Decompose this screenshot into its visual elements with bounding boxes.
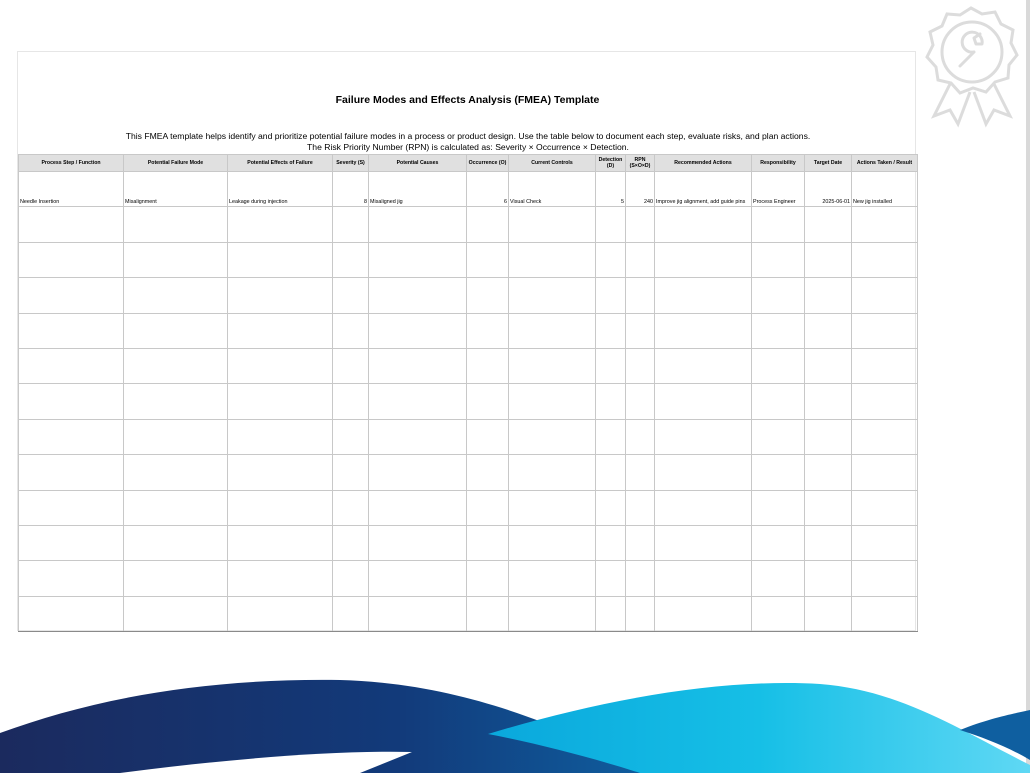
table-row xyxy=(19,419,918,454)
table-cell[interactable] xyxy=(369,419,467,454)
table-cell[interactable] xyxy=(228,384,333,419)
table-cell[interactable] xyxy=(852,525,918,560)
table-cell[interactable] xyxy=(228,207,333,242)
table-cell[interactable] xyxy=(369,525,467,560)
table-cell[interactable] xyxy=(596,242,626,277)
table-cell[interactable] xyxy=(467,348,509,383)
table-cell[interactable] xyxy=(655,525,752,560)
table-cell[interactable] xyxy=(596,348,626,383)
table-cell[interactable] xyxy=(596,419,626,454)
table-cell[interactable] xyxy=(333,207,369,242)
table-cell[interactable] xyxy=(805,278,852,313)
table-cell[interactable] xyxy=(124,384,228,419)
table-cell[interactable] xyxy=(852,419,918,454)
table-cell[interactable] xyxy=(596,561,626,596)
table-cell[interactable] xyxy=(852,596,918,631)
table-cell[interactable] xyxy=(369,561,467,596)
table-row xyxy=(19,455,918,490)
table-cell[interactable] xyxy=(124,348,228,383)
table-cell[interactable] xyxy=(333,242,369,277)
table-row xyxy=(19,596,918,631)
table-cell[interactable] xyxy=(333,490,369,525)
table-cell[interactable] xyxy=(228,278,333,313)
table-cell[interactable] xyxy=(228,419,333,454)
table-cell[interactable] xyxy=(228,455,333,490)
table-cell[interactable] xyxy=(333,561,369,596)
table-cell[interactable]: New jig installed xyxy=(852,172,918,207)
table-cell[interactable] xyxy=(19,348,124,383)
table-cell[interactable] xyxy=(19,207,124,242)
table-cell[interactable] xyxy=(752,207,805,242)
table-cell[interactable] xyxy=(124,278,228,313)
table-cell[interactable] xyxy=(596,596,626,631)
table-cell[interactable] xyxy=(369,242,467,277)
table-cell[interactable] xyxy=(333,596,369,631)
table-cell[interactable] xyxy=(228,561,333,596)
table-row xyxy=(19,561,918,596)
table-cell[interactable] xyxy=(509,419,596,454)
table-cell[interactable] xyxy=(467,490,509,525)
table-cell[interactable] xyxy=(19,596,124,631)
table-cell[interactable] xyxy=(805,207,852,242)
table-cell[interactable]: 240 xyxy=(626,172,655,207)
table-cell[interactable]: 2025-06-01 xyxy=(805,172,852,207)
table-cell[interactable] xyxy=(124,525,228,560)
table-cell[interactable] xyxy=(124,596,228,631)
table-cell[interactable] xyxy=(752,525,805,560)
table-cell[interactable] xyxy=(509,207,596,242)
table-cell[interactable] xyxy=(752,490,805,525)
table-row xyxy=(19,384,918,419)
table-cell[interactable] xyxy=(467,596,509,631)
table-cell[interactable] xyxy=(467,455,509,490)
table-cell[interactable] xyxy=(626,384,655,419)
table-cell[interactable] xyxy=(509,384,596,419)
table-cell[interactable] xyxy=(333,455,369,490)
table-cell[interactable] xyxy=(467,242,509,277)
table-cell[interactable] xyxy=(124,207,228,242)
table-row xyxy=(19,242,918,277)
table-cell[interactable] xyxy=(752,455,805,490)
table-cell[interactable]: Needle Insertion xyxy=(19,172,124,207)
table-row xyxy=(19,172,918,207)
table-cell[interactable] xyxy=(333,419,369,454)
table-cell[interactable] xyxy=(467,278,509,313)
table-cell[interactable] xyxy=(467,419,509,454)
table-cell[interactable] xyxy=(852,490,918,525)
table-cell[interactable] xyxy=(805,490,852,525)
table-cell[interactable] xyxy=(752,313,805,348)
table-cell[interactable] xyxy=(369,490,467,525)
table-cell[interactable] xyxy=(752,384,805,419)
table-cell[interactable] xyxy=(805,455,852,490)
column-header: Target Date xyxy=(805,155,852,172)
table-cell[interactable] xyxy=(752,596,805,631)
table-cell[interactable] xyxy=(852,561,918,596)
table-cell[interactable] xyxy=(467,525,509,560)
table-cell[interactable]: Improve jig alignment, add guide pins xyxy=(655,172,752,207)
table-row xyxy=(19,313,918,348)
column-header: Recommended Actions xyxy=(655,155,752,172)
table-row xyxy=(19,525,918,560)
table-cell[interactable] xyxy=(626,419,655,454)
column-header: Potential Effects of Failure xyxy=(228,155,333,172)
table-cell[interactable] xyxy=(596,207,626,242)
table-cell[interactable]: Leakage during injection xyxy=(228,172,333,207)
table-cell[interactable]: Process Engineer xyxy=(752,172,805,207)
column-header: Severity (S) xyxy=(333,155,369,172)
fmea-sheet xyxy=(17,51,916,631)
column-header: RPN (S×O×D) xyxy=(626,155,655,172)
table-cell[interactable] xyxy=(596,278,626,313)
table-cell[interactable] xyxy=(369,348,467,383)
column-header: Responsibility xyxy=(752,155,805,172)
table-cell[interactable] xyxy=(333,525,369,560)
table-cell[interactable] xyxy=(852,242,918,277)
table-cell[interactable] xyxy=(124,419,228,454)
table-cell[interactable]: 5 xyxy=(596,172,626,207)
table-cell[interactable] xyxy=(369,384,467,419)
table-cell[interactable] xyxy=(655,419,752,454)
column-header: Occurrence (O) xyxy=(467,155,509,172)
table-cell[interactable] xyxy=(369,207,467,242)
table-cell[interactable] xyxy=(852,455,918,490)
table-row xyxy=(19,348,918,383)
table-cell[interactable] xyxy=(509,313,596,348)
page-description: This FMEA template helps identify and prioritize potential failure modes in a process or product design. Use the table below to document each step, evaluate risks, and plan actions. The Risk Priority Number (RPN) is calculated as: Severity × Occurrence × Detection. xyxy=(125,131,811,152)
table-cell[interactable] xyxy=(19,242,124,277)
table-header-row xyxy=(19,155,918,172)
table-cell[interactable] xyxy=(805,525,852,560)
table-cell[interactable] xyxy=(369,278,467,313)
table-cell[interactable] xyxy=(655,561,752,596)
table-cell[interactable] xyxy=(509,348,596,383)
table-cell[interactable] xyxy=(852,207,918,242)
table-cell[interactable] xyxy=(333,348,369,383)
table-cell[interactable] xyxy=(752,561,805,596)
page-title: Failure Modes and Effects Analysis (FMEA) Template xyxy=(335,94,600,106)
table-cell[interactable] xyxy=(333,278,369,313)
table-cell[interactable] xyxy=(19,384,124,419)
table-cell[interactable] xyxy=(509,525,596,560)
table-cell[interactable] xyxy=(626,455,655,490)
table-cell[interactable] xyxy=(852,278,918,313)
table-cell[interactable] xyxy=(626,207,655,242)
column-header: Actions Taken / Result xyxy=(852,155,918,172)
table-cell[interactable] xyxy=(626,561,655,596)
table-cell[interactable] xyxy=(626,242,655,277)
table-cell[interactable] xyxy=(467,561,509,596)
table-cell[interactable] xyxy=(333,384,369,419)
table-cell[interactable] xyxy=(369,313,467,348)
table-cell[interactable] xyxy=(655,596,752,631)
table-row xyxy=(19,490,918,525)
table-cell[interactable] xyxy=(805,384,852,419)
table-cell[interactable] xyxy=(805,348,852,383)
table-cell[interactable] xyxy=(467,384,509,419)
table-cell[interactable] xyxy=(596,313,626,348)
table-cell[interactable] xyxy=(124,242,228,277)
table-cell[interactable] xyxy=(124,455,228,490)
table-cell[interactable] xyxy=(626,348,655,383)
table-cell[interactable] xyxy=(655,313,752,348)
table-cell[interactable] xyxy=(509,596,596,631)
table-cell[interactable] xyxy=(805,596,852,631)
table-cell[interactable] xyxy=(124,313,228,348)
table-cell[interactable] xyxy=(805,242,852,277)
table-cell[interactable]: Visual Check xyxy=(509,172,596,207)
table-cell[interactable] xyxy=(626,596,655,631)
table-cell[interactable]: Misaligned jig xyxy=(369,172,467,207)
table-cell[interactable] xyxy=(509,242,596,277)
table-cell[interactable]: 8 xyxy=(333,172,369,207)
table-cell[interactable] xyxy=(752,278,805,313)
table-cell[interactable] xyxy=(228,490,333,525)
table-cell[interactable] xyxy=(655,242,752,277)
table-cell[interactable] xyxy=(509,455,596,490)
table-cell[interactable] xyxy=(752,419,805,454)
table-cell[interactable] xyxy=(369,596,467,631)
column-header: Current Controls xyxy=(509,155,596,172)
table-cell[interactable] xyxy=(596,525,626,560)
table-cell[interactable] xyxy=(626,313,655,348)
table-cell[interactable] xyxy=(509,561,596,596)
table-cell[interactable] xyxy=(228,596,333,631)
table-cell[interactable] xyxy=(228,242,333,277)
table-cell[interactable] xyxy=(124,561,228,596)
table-cell[interactable] xyxy=(655,490,752,525)
table-cell[interactable] xyxy=(626,278,655,313)
table-cell[interactable] xyxy=(596,490,626,525)
table-cell[interactable] xyxy=(19,313,124,348)
table-cell[interactable] xyxy=(19,561,124,596)
table-cell[interactable] xyxy=(19,490,124,525)
table-cell[interactable] xyxy=(509,278,596,313)
table-cell[interactable] xyxy=(655,384,752,419)
table-cell[interactable] xyxy=(369,455,467,490)
table-cell[interactable] xyxy=(805,419,852,454)
table-cell[interactable] xyxy=(467,207,509,242)
table-cell[interactable] xyxy=(228,525,333,560)
table-cell[interactable]: Misalignment xyxy=(124,172,228,207)
table-cell[interactable] xyxy=(852,348,918,383)
table-cell[interactable] xyxy=(19,525,124,560)
table-cell[interactable] xyxy=(805,561,852,596)
table-cell[interactable] xyxy=(626,525,655,560)
table-cell[interactable] xyxy=(467,313,509,348)
table-cell[interactable] xyxy=(752,348,805,383)
table-cell[interactable] xyxy=(655,455,752,490)
table-cell[interactable] xyxy=(333,313,369,348)
table-cell[interactable] xyxy=(655,278,752,313)
table-cell[interactable] xyxy=(626,490,655,525)
table-cell[interactable] xyxy=(124,490,228,525)
table-body xyxy=(19,172,918,632)
table-cell[interactable] xyxy=(19,419,124,454)
table-cell[interactable] xyxy=(19,278,124,313)
fmea-table xyxy=(18,154,918,632)
table-cell[interactable]: 6 xyxy=(467,172,509,207)
decorative-waves xyxy=(0,660,1030,773)
table-cell[interactable] xyxy=(805,313,852,348)
table-cell[interactable] xyxy=(596,384,626,419)
table-row xyxy=(19,278,918,313)
column-header: Potential Causes xyxy=(369,155,467,172)
table-cell[interactable] xyxy=(655,207,752,242)
table-cell[interactable] xyxy=(596,455,626,490)
table-cell[interactable] xyxy=(852,313,918,348)
table-cell[interactable] xyxy=(752,242,805,277)
table-cell[interactable] xyxy=(852,384,918,419)
wrench-badge-icon xyxy=(912,0,1030,128)
column-header: Detection (D) xyxy=(596,155,626,172)
table-cell[interactable] xyxy=(228,313,333,348)
table-cell[interactable] xyxy=(509,490,596,525)
table-cell[interactable] xyxy=(228,348,333,383)
column-header: Process Step / Function xyxy=(19,155,124,172)
table-cell[interactable] xyxy=(655,348,752,383)
table-row xyxy=(19,207,918,242)
column-header: Potential Failure Mode xyxy=(124,155,228,172)
table-cell[interactable] xyxy=(19,455,124,490)
